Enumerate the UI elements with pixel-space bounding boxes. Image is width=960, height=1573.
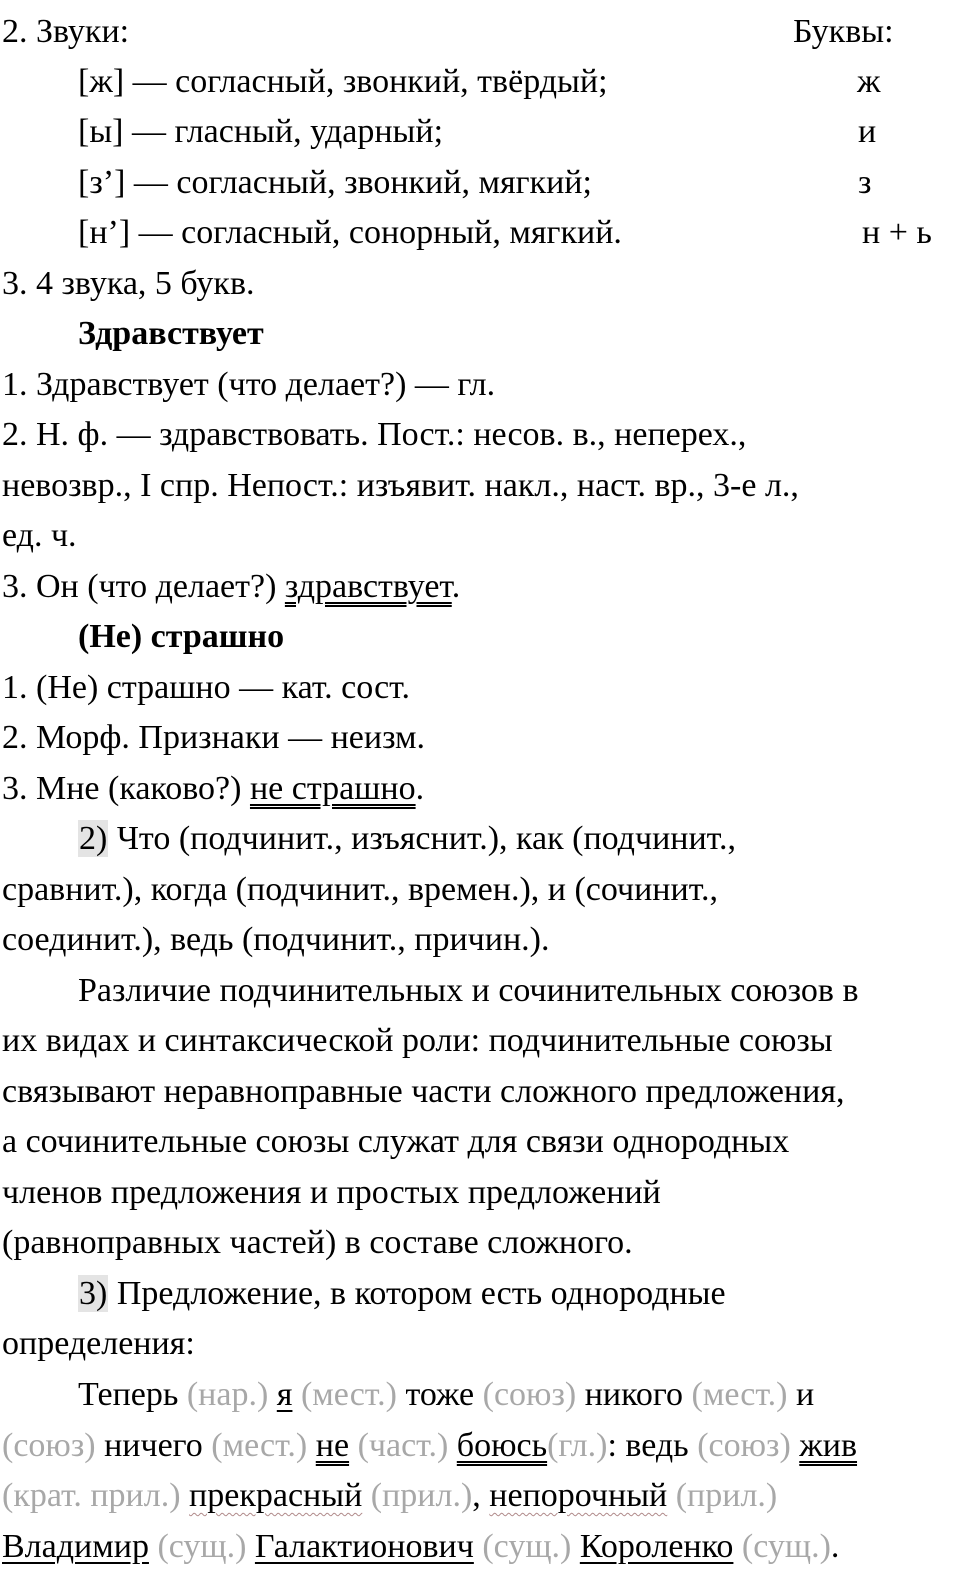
zdr-predicate: здравствует	[284, 568, 452, 605]
punct-colon: :	[607, 1427, 617, 1464]
sounds-summary: 3. 4 звука, 5 букв.	[2, 265, 255, 302]
heading-ne-strashno: (Не) страшно	[78, 618, 285, 655]
letter-2: и	[858, 113, 877, 150]
word-nichego: ничего	[104, 1427, 203, 1464]
letters-heading: Буквы:	[793, 13, 894, 50]
sentence-line-4	[2, 1527, 839, 1567]
ns-predicate: не страшно	[249, 770, 416, 807]
tag-soyuz-1: (союз)	[482, 1376, 577, 1413]
word-ne: не	[315, 1427, 350, 1464]
word-prekrasny: прекрасный	[189, 1477, 363, 1514]
tag-mest-3: (мест.)	[211, 1427, 308, 1464]
ns-line-3	[2, 769, 424, 809]
zdr-line-3-pre: 3. Он (что делает?)	[2, 568, 285, 605]
sentence-line-1	[78, 1375, 814, 1415]
task2-line-1-text: Что (подчинит., изъяснит.), как (подчинит.,	[108, 820, 736, 857]
task3-line-1-text: Предложение, в котором есть однородные	[108, 1275, 726, 1312]
tag-chast: (част.)	[357, 1427, 449, 1464]
word-nikogo: никого	[584, 1376, 683, 1413]
task2-line-2: сравнит.), когда (подчинит., времен.), и (сочинит.,	[2, 871, 718, 908]
word-teper: Теперь	[78, 1376, 179, 1413]
task2-para-line-3: связывают неравноправные части сложного предложения,	[2, 1073, 845, 1110]
task3-line-1	[78, 1274, 726, 1314]
zdr-line-2b: невозвр., I спр. Непост.: изъявит. накл., наст. вр., 3-е л.,	[2, 467, 799, 504]
ns-line-1: 1. (Не) страшно — кат. сост.	[2, 669, 410, 706]
sound-row-1: [ж] — согласный, звонкий, твёрдый;	[78, 63, 608, 100]
tag-pril-1: (прил.)	[370, 1477, 473, 1514]
punct-comma: ,	[472, 1477, 481, 1514]
tag-pril-2: (прил.)	[675, 1477, 778, 1514]
word-neporochny: непорочный	[489, 1477, 668, 1514]
word-ya: я	[276, 1376, 293, 1413]
ns-line-2: 2. Морф. Признаки — неизм.	[2, 719, 426, 756]
task2-line-1	[78, 819, 736, 859]
zdr-line-3-post: .	[451, 568, 461, 605]
letter-3: з	[858, 164, 872, 201]
zdr-line-2a: 2. Н. ф. — здравствовать. Пост.: несов. в., неперех.,	[2, 416, 747, 453]
word-tozhe: тоже	[405, 1376, 475, 1413]
tag-krat-pril: (крат. прил.)	[2, 1477, 181, 1514]
task2-para-line-6: (равноправных частей) в составе сложного.	[2, 1224, 633, 1261]
word-zhiv: жив	[799, 1427, 858, 1464]
tag-sush-1: (сущ.)	[157, 1528, 247, 1565]
task2-para-line-1: Различие подчинительных и сочинительных союзов в	[78, 972, 859, 1009]
heading-zdravstvuet: Здравствует	[78, 315, 264, 352]
tag-nar: (нар.)	[186, 1376, 269, 1413]
task3-number: 3)	[79, 1275, 108, 1312]
tag-gl: (гл.)	[547, 1427, 608, 1464]
letter-4: н + ь	[862, 214, 932, 251]
word-ved: ведь	[625, 1427, 689, 1464]
ns-line-3-post: .	[415, 770, 425, 807]
tag-sush-3: (сущ.)	[741, 1528, 831, 1565]
tag-mest-1: (мест.)	[300, 1376, 397, 1413]
tag-soyuz-3: (союз)	[697, 1427, 791, 1464]
task2-para-line-5: членов предложения и простых предложений	[2, 1174, 661, 1211]
word-boyus: боюсь	[456, 1427, 548, 1464]
word-vladimir: Владимир	[2, 1528, 149, 1565]
punct-dot: .	[830, 1528, 840, 1565]
sound-row-3: [з’] — согласный, звонкий, мягкий;	[78, 164, 592, 201]
tag-soyuz-2: (союз)	[2, 1427, 96, 1464]
word-korolenko: Короленко	[579, 1528, 734, 1565]
sentence-line-2	[2, 1426, 857, 1466]
ns-line-3-pre: 3. Мне (каково?)	[2, 770, 250, 807]
tag-mest-2: (мест.)	[691, 1376, 788, 1413]
task2-line-3: соединит.), ведь (подчинит., причин.).	[2, 921, 550, 958]
task3-line-2: определения:	[2, 1325, 195, 1362]
letter-1: ж	[857, 63, 881, 100]
task2-para-line-2: их видах и синтаксической роли: подчинительные союзы	[2, 1022, 833, 1059]
task2-para-line-4: а сочинительные союзы служат для связи однородных	[2, 1123, 790, 1160]
zdr-line-3	[2, 567, 460, 607]
sounds-heading: 2. Звуки:	[2, 13, 130, 50]
word-i: и	[796, 1376, 815, 1413]
word-galaktionovich: Галактионович	[254, 1528, 474, 1565]
task2-number: 2)	[79, 820, 108, 857]
tag-sush-2: (сущ.)	[482, 1528, 572, 1565]
zdr-line-1: 1. Здравствует (что делает?) — гл.	[2, 366, 496, 403]
sentence-line-3	[2, 1476, 777, 1516]
sound-row-4: [н’] — согласный, сонорный, мягкий.	[78, 214, 622, 251]
sound-row-2: [ы] — гласный, ударный;	[78, 113, 444, 150]
zdr-line-2c: ед. ч.	[2, 517, 77, 554]
